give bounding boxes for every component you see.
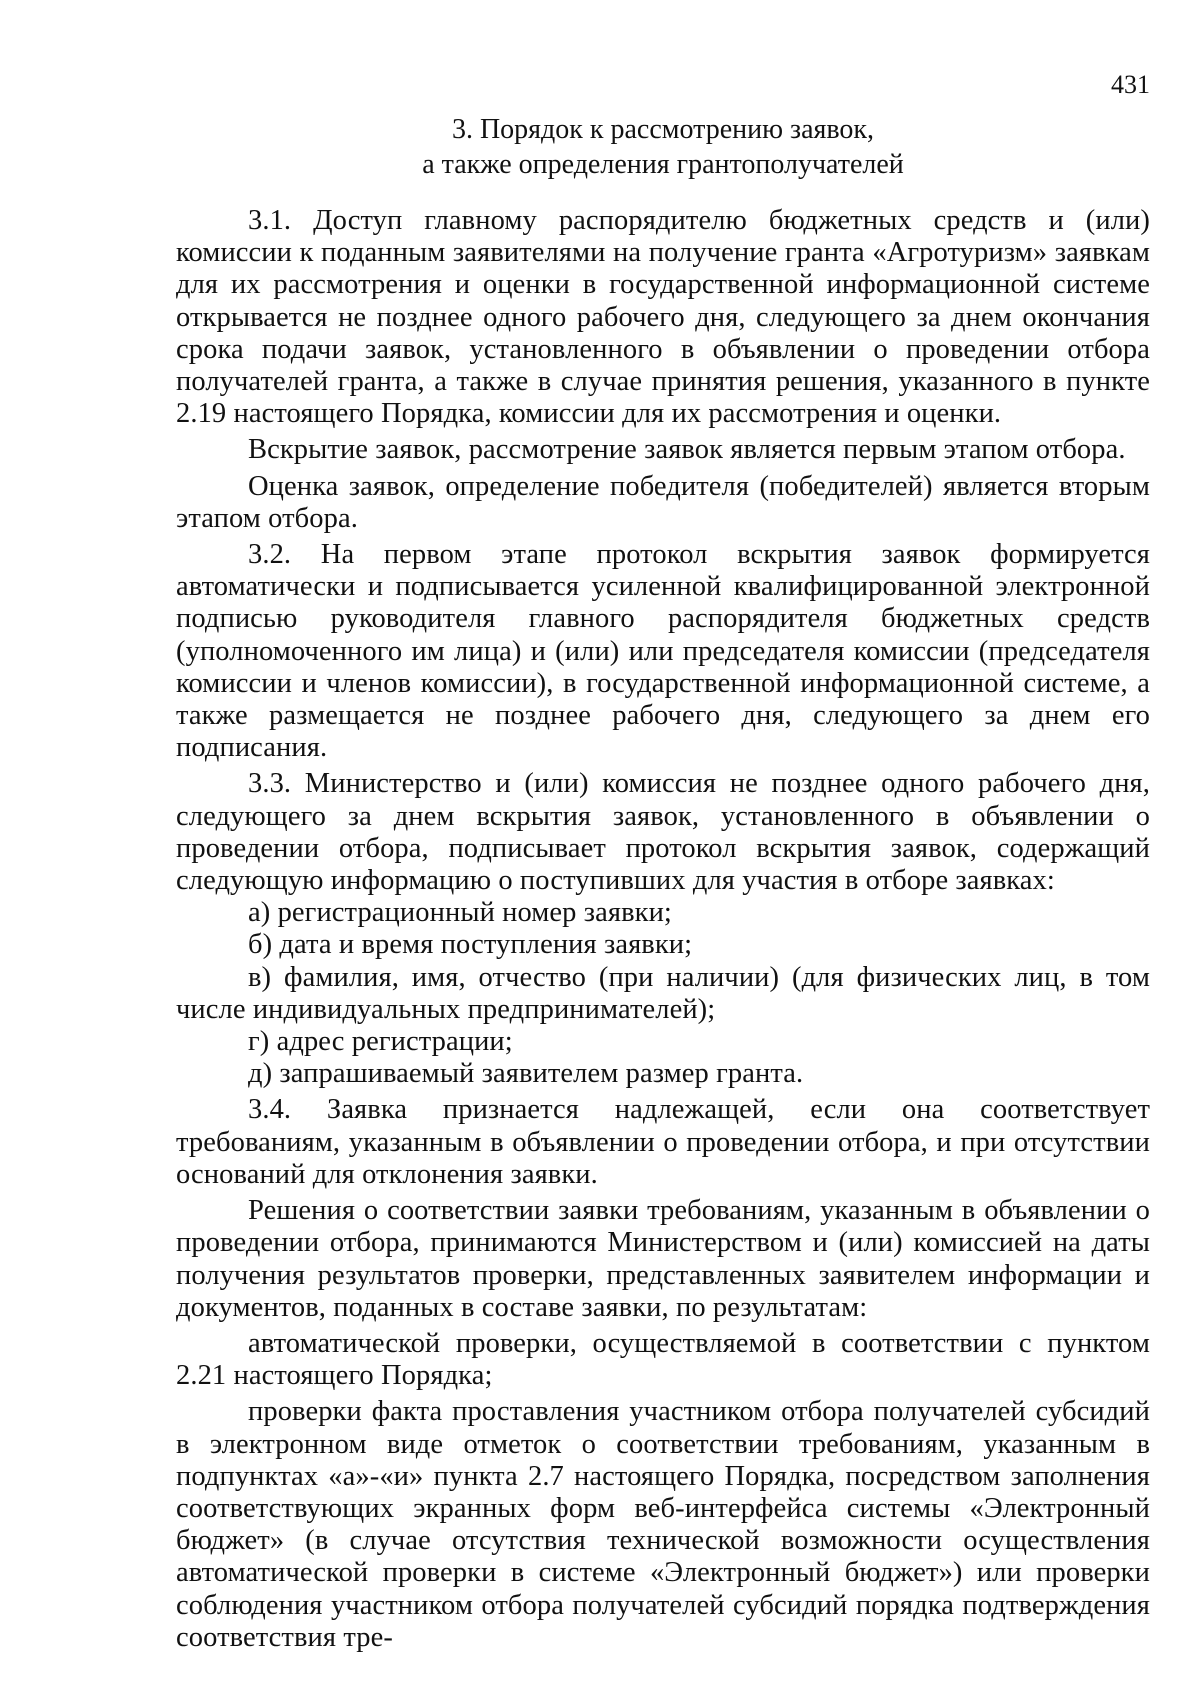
paragraph-3-2: 3.2. На первом этапе протокол вскрытия заявок формируется автоматически и подписывается усиленной квалифицированной электронной подписью руководителя главного распорядителя бюджетных средств (уполномоченного им лица) и (или) или председателя комиссии (председателя комиссии и членов комиссии), в государственной информационной системе, а также размещается не позднее рабочего дня, следующего за днем его подписания. [176, 539, 1150, 764]
paragraph-3-1: 3.1. Доступ главному распорядителю бюджетных средств и (или) комиссии к поданным заявителями на получение гранта «Агротуризм» заявкам для их рассмотрения и оценки в государственной информационной системе открывается не позднее одного рабочего дня, следующего за днем окончания срока подачи заявок, установленного в объявлении о проведении отбора получателей гранта, а также в случае принятия решения, указанного в пункте 2.19 настоящего Порядка, комиссии для их рассмотрения и оценки. [176, 205, 1150, 430]
paragraph-evaluation-stage: Оценка заявок, определение победителя (победителей) является вторым этапом отбора. [176, 470, 1150, 534]
list-item-d: д) запрашиваемый заявителем размер гранта. [248, 1058, 804, 1090]
section-heading-line-2: а также определения грантополучателей [422, 149, 904, 180]
paragraph-manual-check: проверки факта проставления участником отбора получателей субсидий в электронном виде отметок о соответствии требованиям, указанным в подпунктах «а»-«и» пункта 2.7 настоящего Порядка, посредством заполнения соответствующих экранных форм веб-интерфейса системы «Электронный бюджет» (в случае отсутствия технической возможности осуществления автоматической проверки в системе «Электронный бюджет») или проверки соблюдения участником отбора получателей субсидий порядка подтверждения соответствия тре- [176, 1396, 1150, 1653]
paragraph-opening-stage: Вскрытие заявок, рассмотрение заявок является первым этапом отбора. [248, 434, 1126, 466]
list-item-b: б) дата и время поступления заявки; [248, 929, 693, 961]
paragraph-3-3: 3.3. Министерство и (или) комиссия не позднее одного рабочего дня, следующего за днем вскрытия заявок, установленного в объявлении о проведении отбора, подписывает протокол вскрытия заявок, содержащий следующую информацию о поступивших для участия в отборе заявках: [176, 768, 1150, 897]
body-text [176, 205, 1150, 1654]
paragraph-automatic-check: автоматической проверки, осуществляемой в соответствии с пунктом 2.21 настоящего Порядка; [176, 1327, 1150, 1392]
paragraph-decisions: Решения о соответствии заявки требованиям, указанным в объявлении о проведении отбора, принимаются Министерством и (или) комиссией на даты получения результатов проверки, представленных заявителем информации и документов, поданных в составе заявки, по результатам: [176, 1195, 1150, 1323]
list-item-a: а) регистрационный номер заявки; [248, 897, 672, 929]
list-item-v: в) фамилия, имя, отчество (при наличии) (для физических лиц, в том числе индивидуальных предпринимателей); [176, 961, 1150, 1025]
page-number: 431 [1111, 70, 1150, 99]
paragraph-3-4: 3.4. Заявка признается надлежащей, если она соответствует требованиям, указанным в объявлении о проведении отбора, и при отсутствии оснований для отклонения заявки. [176, 1094, 1150, 1190]
list-item-g: г) адрес регистрации; [248, 1026, 513, 1058]
section-heading-line-1: 3. Порядок к рассмотрению заявок, [451, 114, 875, 145]
section-heading [176, 112, 1150, 182]
